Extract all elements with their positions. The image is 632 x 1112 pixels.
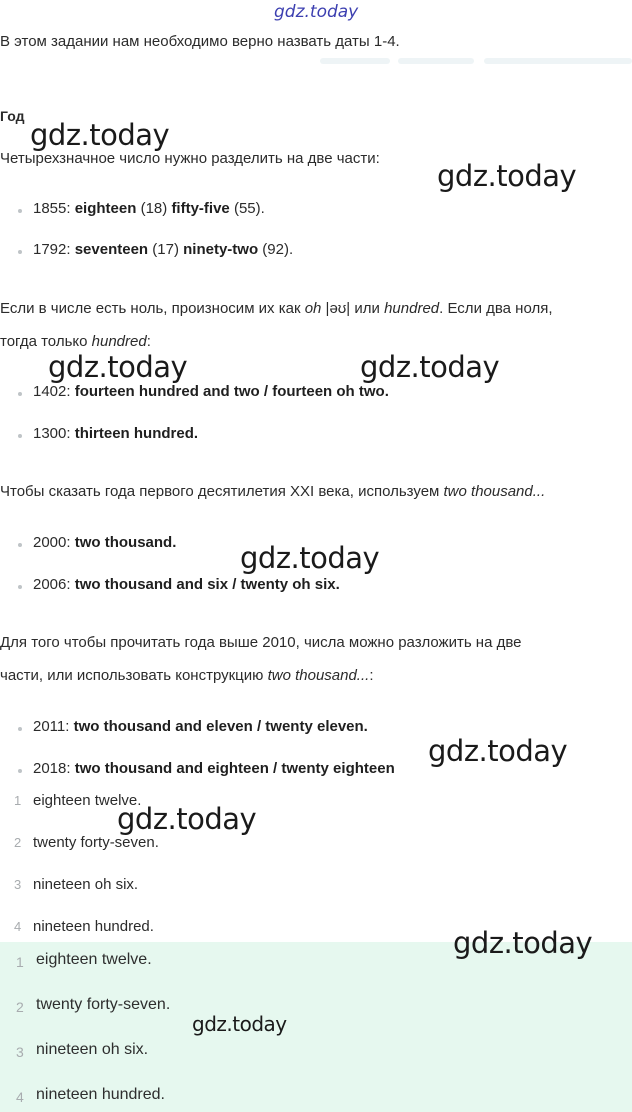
list-item: 2006: two thousand and six / twenty oh six.: [33, 576, 340, 593]
bullet-icon: [18, 434, 22, 438]
faint-divider: [484, 58, 632, 64]
answer-item: twenty forty-seven.: [33, 834, 159, 851]
watermark: gdz.today: [117, 802, 257, 836]
answer-box-number: 2: [16, 999, 24, 1015]
answer-box: [0, 942, 632, 1112]
list-item: 2000: two thousand.: [33, 534, 177, 551]
paragraph-2-line-2: тогда только hundred:: [0, 333, 151, 350]
answer-number: 4: [14, 919, 22, 934]
answer-box-number: 4: [16, 1089, 24, 1105]
paragraph-4-line-1: Для того чтобы прочитать года выше 2010, числа можно разложить на две: [0, 634, 522, 651]
top-watermark: gdz.today: [274, 2, 359, 22]
intro-text: В этом задании нам необходимо верно назвать даты 1-4.: [0, 33, 400, 50]
bullet-icon: [18, 543, 22, 547]
answer-box-number: 3: [16, 1044, 24, 1060]
list-item: 1855: eighteen (18) fifty-five (55).: [33, 200, 265, 217]
list-item: 2018: two thousand and eighteen / twenty eighteen: [33, 760, 395, 777]
watermark: gdz.today: [360, 350, 500, 384]
section-heading: Год: [0, 108, 25, 124]
faint-divider: [398, 58, 474, 64]
answer-number: 2: [14, 835, 22, 850]
answer-box-item: eighteen twelve.: [36, 951, 152, 968]
bullet-icon: [18, 392, 22, 396]
list-item: 2011: two thousand and eleven / twenty eleven.: [33, 718, 368, 735]
watermark: gdz.today: [48, 350, 188, 384]
answer-box-number: 1: [16, 954, 24, 970]
answer-box-item: nineteen hundred.: [36, 1086, 165, 1103]
watermark: gdz.today: [240, 541, 380, 575]
answer-item: nineteen hundred.: [33, 918, 154, 935]
bullet-icon: [18, 585, 22, 589]
list-item: 1300: thirteen hundred.: [33, 425, 199, 442]
answer-box-item: twenty forty-seven.: [36, 996, 171, 1013]
paragraph-2-line-1: Если в числе есть ноль, произносим их как oh |əʊ| или hundred. Если два ноля,: [0, 300, 553, 317]
paragraph-1: Четырехзначное число нужно разделить на две части:: [0, 150, 380, 167]
bullet-icon: [18, 769, 22, 773]
list-item: 1402: fourteen hundred and two / fourteen oh two.: [33, 383, 389, 400]
watermark: gdz.today: [30, 118, 170, 152]
watermark: gdz.today: [192, 1012, 287, 1036]
faint-divider: [320, 58, 390, 64]
answer-item: eighteen twelve.: [33, 792, 142, 809]
answer-number: 3: [14, 877, 22, 892]
bullet-icon: [18, 727, 22, 731]
answer-item: nineteen oh six.: [33, 876, 139, 893]
paragraph-4-line-2: части, или использовать конструкцию two thousand...:: [0, 667, 374, 684]
bullet-icon: [18, 209, 22, 213]
watermark: gdz.today: [453, 926, 593, 960]
answer-number: 1: [14, 793, 22, 808]
watermark: gdz.today: [437, 159, 577, 193]
watermark: gdz.today: [428, 734, 568, 768]
bullet-icon: [18, 250, 22, 254]
list-item: 1792: seventeen (17) ninety-two (92).: [33, 241, 294, 258]
paragraph-3: Чтобы сказать года первого десятилетия XXI века, используем two thousand...: [0, 483, 546, 500]
answer-box-item: nineteen oh six.: [36, 1041, 149, 1058]
